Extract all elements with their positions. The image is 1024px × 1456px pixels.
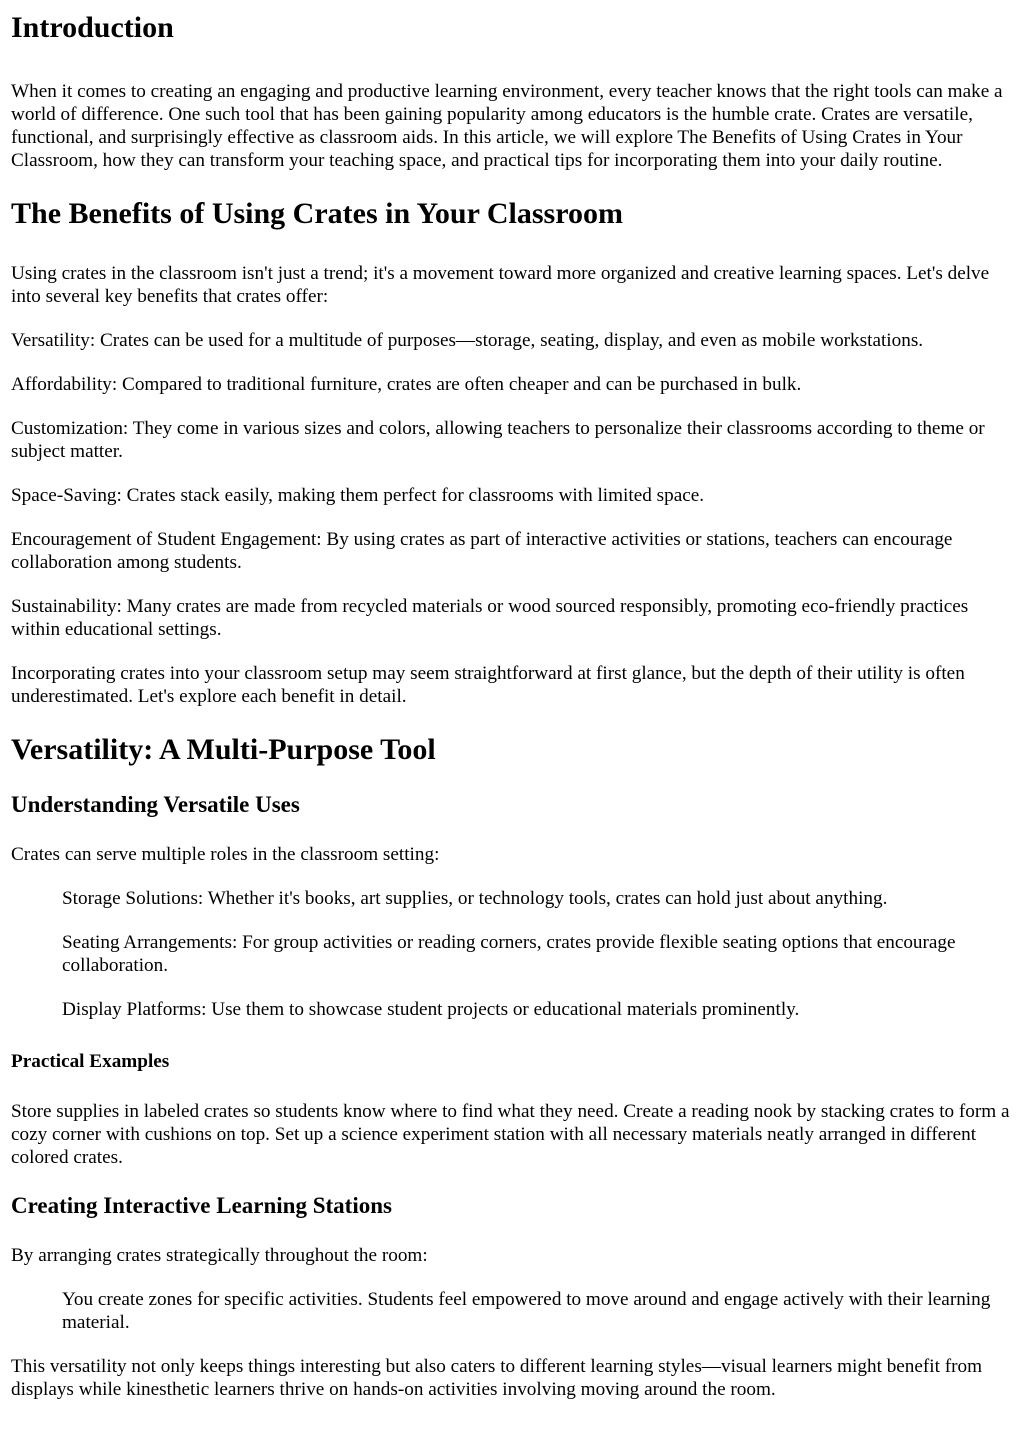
heading-versatility: Versatility: A Multi-Purpose Tool — [11, 733, 436, 766]
benefit-item-space-saving: Space-Saving: Crates stack easily, making them perfect for classrooms with limited space. — [11, 485, 705, 506]
stations-intro: By arranging crates strategically throughout the room: — [11, 1245, 428, 1266]
benefits-outro-paragraph: Incorporating crates into your classroom setup may seem straightforward at first glance, but the depth of their utility is often underestimated. Let's explore each benefit in detail. — [11, 663, 965, 707]
versatile-use-seating: Seating Arrangements: For group activities or reading corners, crates provide flexible seating options that encourage collaboration. — [62, 932, 956, 976]
benefits-intro-paragraph: Using crates in the classroom isn't just a trend; it's a movement toward more organized and creative learning spaces. Let's delve into several key benefits that crates offer: — [11, 263, 990, 307]
practical-examples-paragraph: Store supplies in labeled crates so students know where to find what they need. Create a reading nook by stacking crates to form a cozy corner with cushions on top. Set up a science experiment station with all necessary materials neatly arranged in different colored crates. — [11, 1101, 1010, 1168]
heading-practical-examples: Practical Examples — [11, 1051, 170, 1072]
benefit-item-customization: Customization: They come in various sizes and colors, allowing teachers to personalize their classrooms according to theme or subject matter. — [11, 418, 985, 462]
heading-introduction: Introduction — [11, 11, 174, 44]
versatile-use-storage: Storage Solutions: Whether it's books, art supplies, or technology tools, crates can hold just about anything. — [62, 888, 888, 909]
stations-outro-paragraph: This versatility not only keeps things interesting but also caters to different learning styles—visual learners might benefit from displays while kinesthetic learners thrive on hands-on activities involving moving around the room. — [11, 1356, 983, 1400]
benefit-item-engagement: Encouragement of Student Engagement: By using crates as part of interactive activities or stations, teachers can encourage collaboration among students. — [11, 529, 953, 573]
heading-interactive-stations: Creating Interactive Learning Stations — [11, 1193, 392, 1218]
benefit-item-sustainability: Sustainability: Many crates are made from recycled materials or wood sourced responsibly, promoting eco-friendly practices within educational settings. — [11, 596, 969, 640]
benefit-item-affordability: Affordability: Compared to traditional furniture, crates are often cheaper and can be purchased in bulk. — [11, 374, 802, 395]
benefit-item-versatility: Versatility: Crates can be used for a multitude of purposes—storage, seating, display, and even as mobile workstations. — [11, 330, 924, 351]
heading-benefits: The Benefits of Using Crates in Your Classroom — [11, 197, 623, 230]
stations-quote: You create zones for specific activities. Students feel empowered to move around and engage actively with their learning material. — [62, 1289, 991, 1333]
versatile-uses-intro: Crates can serve multiple roles in the classroom setting: — [11, 844, 440, 865]
article — [0, 10, 1024, 1401]
intro-paragraph: When it comes to creating an engaging and productive learning environment, every teacher knows that the right tools can make a world of difference. One such tool that has been gaining popularity among educators is the humble crate. Crates are versatile, functional, and surprisingly effective as classroom aids. In this article, we will explore The Benefits of Using Crates in Your Classroom, how they can transform your teaching space, and practical tips for incorporating them into your daily routine. — [11, 81, 1003, 171]
heading-understanding-versatile-uses: Understanding Versatile Uses — [11, 792, 300, 817]
versatile-use-display: Display Platforms: Use them to showcase student projects or educational materials prominently. — [62, 999, 800, 1020]
